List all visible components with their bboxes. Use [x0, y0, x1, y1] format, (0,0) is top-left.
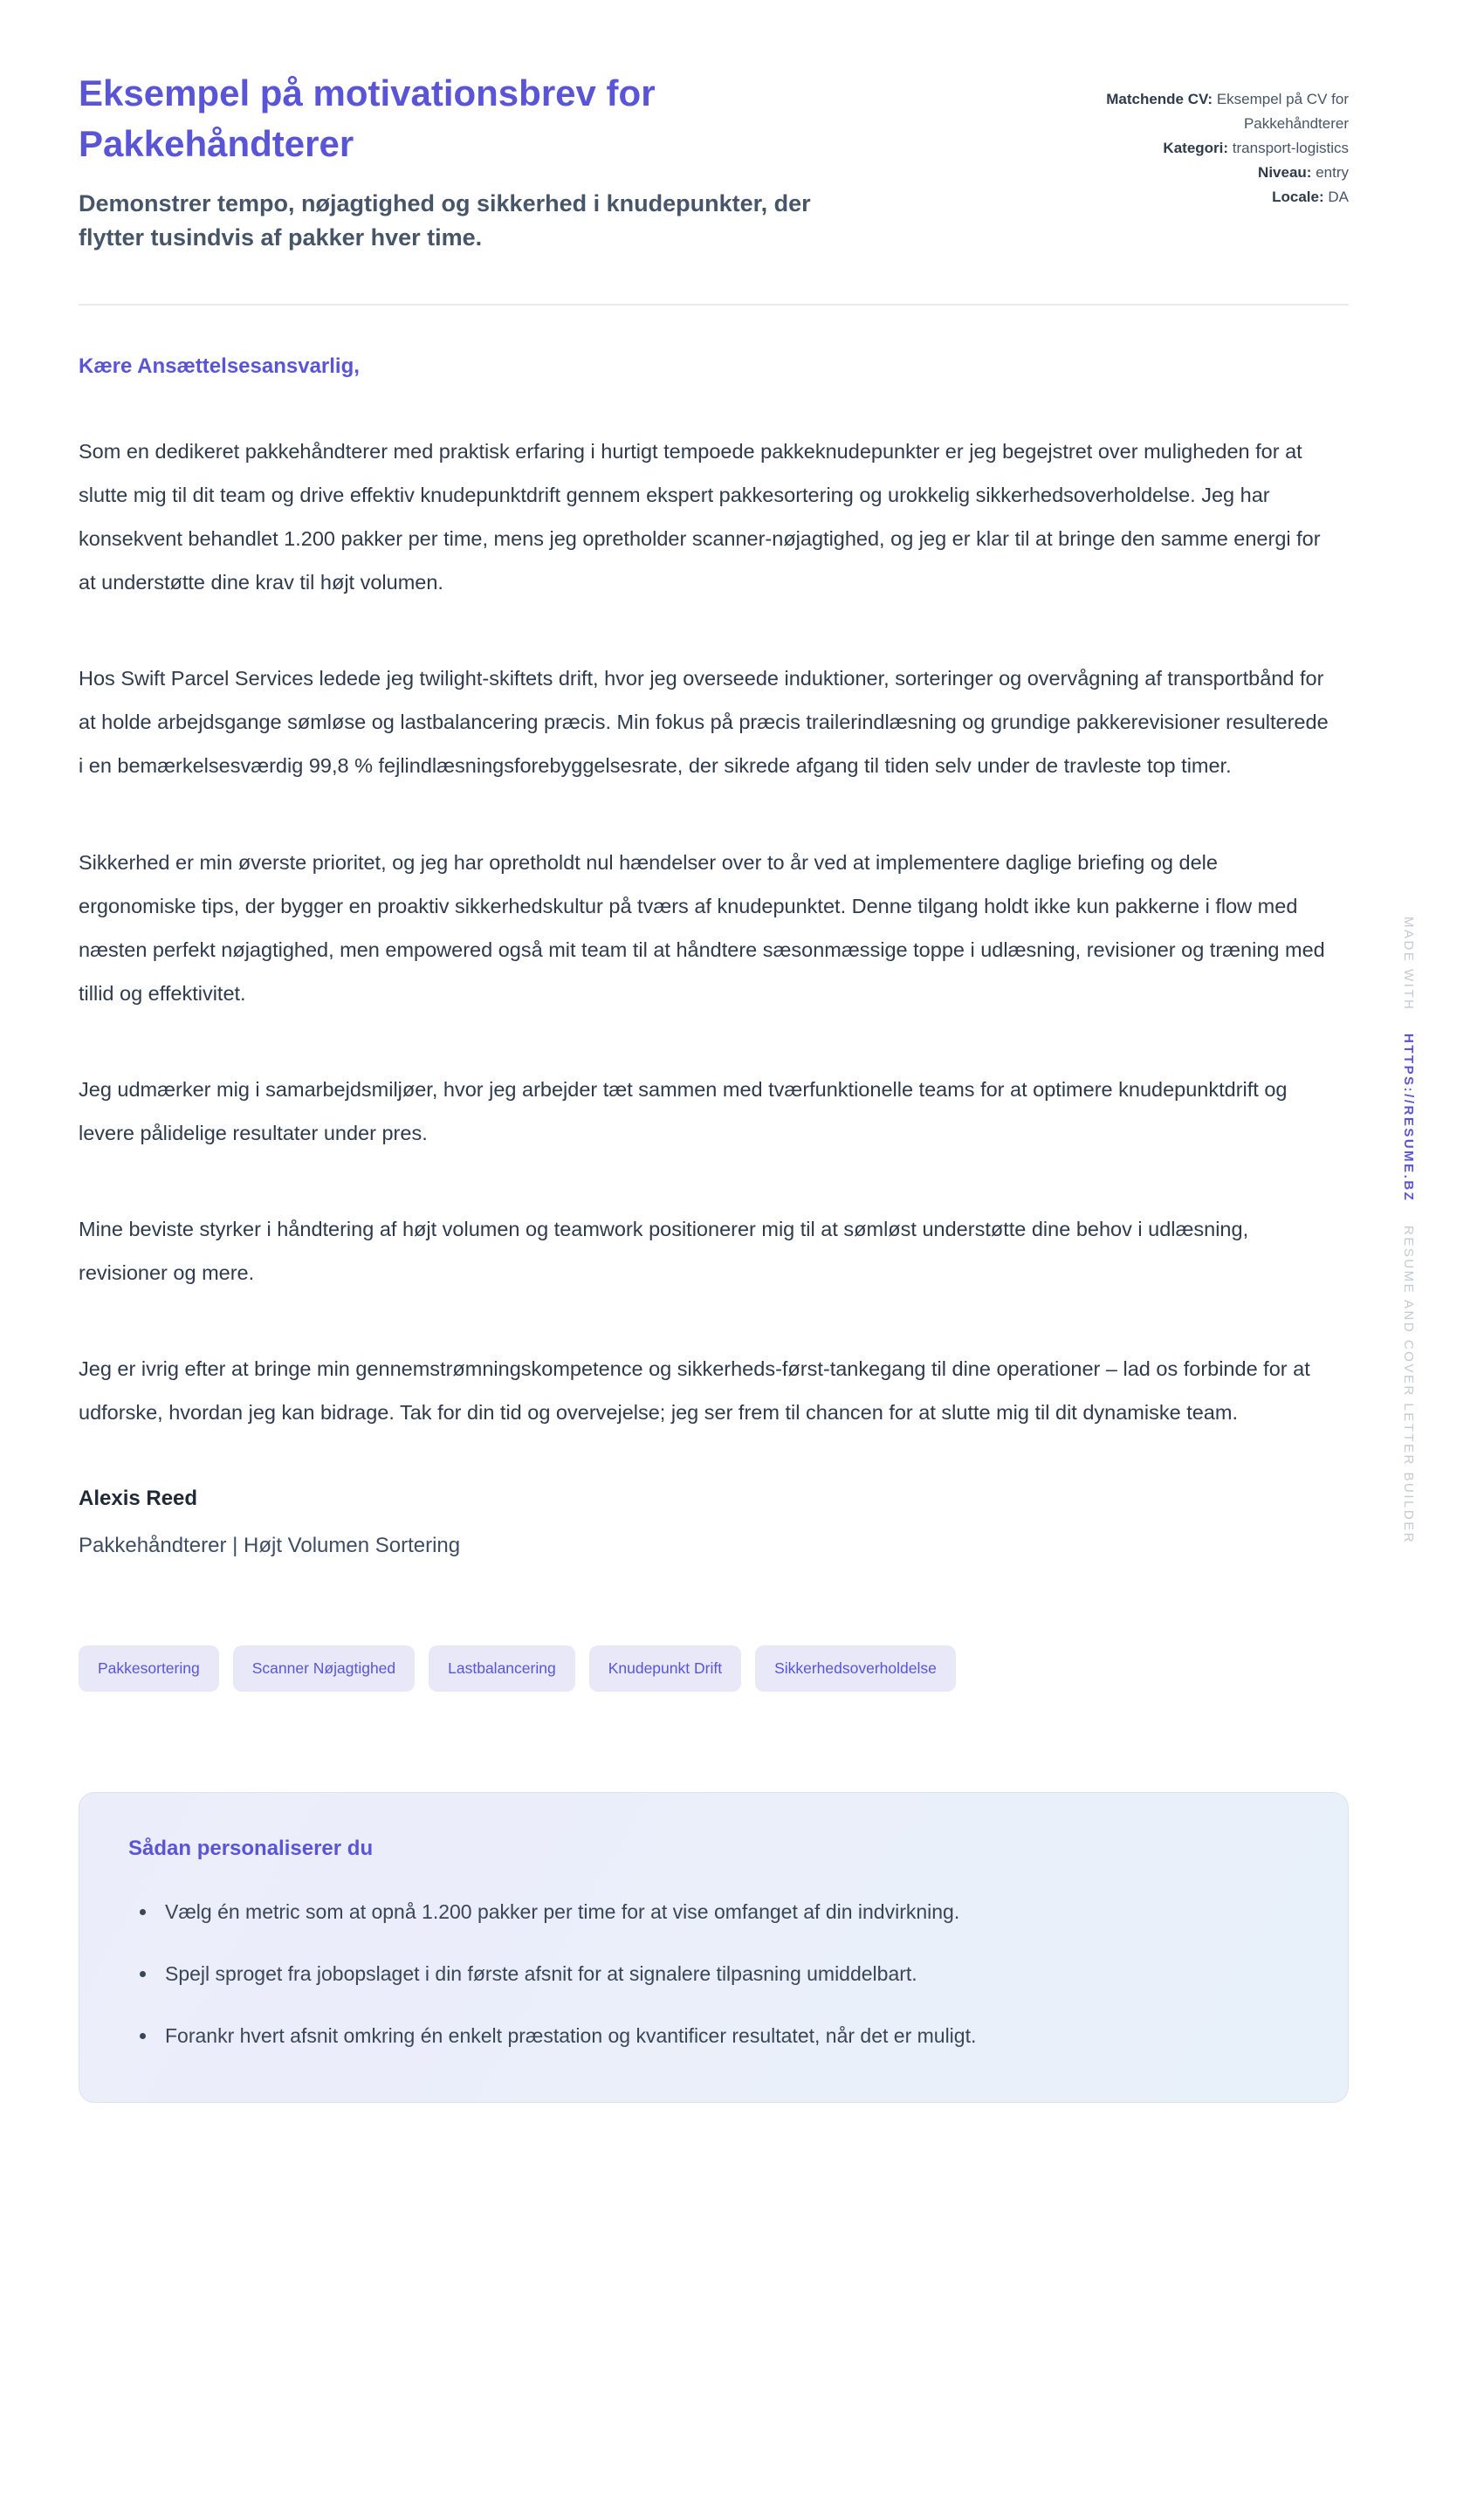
- signature-name: Alexis Reed: [79, 1486, 198, 1510]
- meta-row: [1043, 136, 1349, 161]
- signature-role: Pakkehåndterer | Højt Volumen Sortering: [79, 1533, 461, 1557]
- header: [79, 68, 1349, 255]
- tip-item: • Spejl sproget fra jobopslaget i din første afsnit for at signalere tilpasning umiddelbart.: [158, 1958, 1249, 1990]
- watermark-link[interactable]: HTTPS://RESUME.BZ: [1401, 1034, 1416, 1203]
- letter-greeting: Kære Ansættelsesansvarlig,: [79, 354, 360, 379]
- page-subtitle: Demonstrer tempo, nøjagtighed og sikkerhed i knudepunkter, der flytter tusindvis af pakker hver time.: [79, 189, 811, 251]
- skill-tags: [79, 1645, 1349, 1692]
- letter-paragraphs: [79, 429, 1329, 1434]
- watermark-prefix: MADE WITH: [1401, 917, 1416, 1012]
- skill-tag: Sikkerhedsoverholdelse: [755, 1645, 956, 1692]
- letter-paragraph: Sikkerhed er min øverste prioritet, og jeg har opretholdt nul hændelser over to år ved at implementere daglige briefing og dele ergonomiske tips, der bygger en proaktiv sikkerhedskultur på tværs af knudepunktet. Denne tilgang holdt ikke kun pakkerne i flow med næsten perfekt nøjagtighed, men empowered også mit team til at håndtere sæsonmæssige toppe i udlæsning, revisioner og træning med tillid og effektivitet.: [79, 850, 1325, 1005]
- skill-tag: Scanner Nøjagtighed: [233, 1645, 415, 1692]
- meta-panel: [1043, 87, 1349, 209]
- meta-value: DA: [1328, 189, 1349, 206]
- page-title: Eksempel på motivationsbrev for Pakkehåndterer: [79, 72, 656, 164]
- skill-tag: Lastbalancering: [429, 1645, 575, 1692]
- skill-tag: Knudepunkt Drift: [589, 1645, 741, 1692]
- meta-row: [1043, 87, 1349, 136]
- meta-value: Eksempel på CV for Pakkehåndterer: [1216, 91, 1349, 133]
- header-divider: [79, 304, 1349, 306]
- meta-label: Niveau:: [1258, 164, 1312, 182]
- meta-row: [1043, 185, 1349, 209]
- meta-value: transport-logistics: [1232, 140, 1349, 157]
- tip-item: • Forankr hvert afsnit omkring én enkelt præstation og kvantificer resultatet, når det er muligt.: [158, 2020, 1249, 2052]
- skill-tag: Pakkesortering: [79, 1645, 219, 1692]
- meta-value: entry: [1316, 164, 1349, 182]
- tip-item: • Vælg én metric som at opnå 1.200 pakker per time for at vise omfanget af din indvirkning.: [158, 1896, 1249, 1928]
- letter-body: [79, 354, 1329, 1558]
- meta-label: Kategori:: [1163, 140, 1229, 157]
- watermark-suffix: RESUME AND COVER LETTER BUILDER: [1401, 1225, 1416, 1544]
- meta-label: Locale:: [1272, 189, 1324, 206]
- meta-row: [1043, 161, 1349, 185]
- letter-paragraph: Jeg udmærker mig i samarbejdsmiljøer, hvor jeg arbejder tæt sammen med tværfunktionelle teams for at optimere knudepunktdrift og levere pålidelige resultater under pres.: [79, 1077, 1288, 1144]
- letter-paragraph: Mine beviste styrker i håndtering af højt volumen og teamwork positionerer mig til at sømløst understøtte dine behov i udlæsning, revisioner og mere.: [79, 1217, 1249, 1284]
- tips-title: Sådan personaliserer du: [128, 1836, 374, 1860]
- watermark: [1401, 917, 1416, 1544]
- meta-label: Matchende CV:: [1106, 91, 1213, 107]
- header-title-block: [79, 68, 864, 255]
- tips-list: [128, 1896, 1299, 2053]
- letter-paragraph: Hos Swift Parcel Services ledede jeg twilight-skiftets drift, hvor jeg overseede induktioner, sorteringer og overvågning af transportbånd for at holde arbejdsgange sømløse og lastbalancering præcis. Min fokus på præcis trailerindlæsning og grundige pakkerevisioner resulterede i en bemærkelsesværdig 99,8 % fejlindlæsningsforebyggelsesrate, der sikrede afgang til tiden selv under de travleste top timer.: [79, 667, 1329, 778]
- letter-paragraph: Jeg er ivrig efter at bringe min gennemstrømningskompetence og sikkerheds-først-tankegang til dine operationer – lad os forbinde for at udforske, hvordan jeg kan bidrage. Tak for din tid og overvejelse; jeg ser frem til chancen for at slutte mig til dit dynamiske team.: [79, 1356, 1310, 1424]
- letter-paragraph: Som en dedikeret pakkehåndterer med praktisk erfaring i hurtigt tempoede pakkeknudepunkter er jeg begejstret over muligheden for at slutte mig til dit team og drive effektiv knudepunktdrift gennem ekspert pakkesortering og urokkelig sikkerhedsoverholdelse. Jeg har konsekvent behandlet 1.200 pakker per time, mens jeg opretholder scanner-nøjagtighed, og jeg er klar til at bringe den samme energi for at understøtte dine krav til højt volumen.: [79, 440, 1321, 594]
- personalization-tips-card: [79, 1792, 1349, 2103]
